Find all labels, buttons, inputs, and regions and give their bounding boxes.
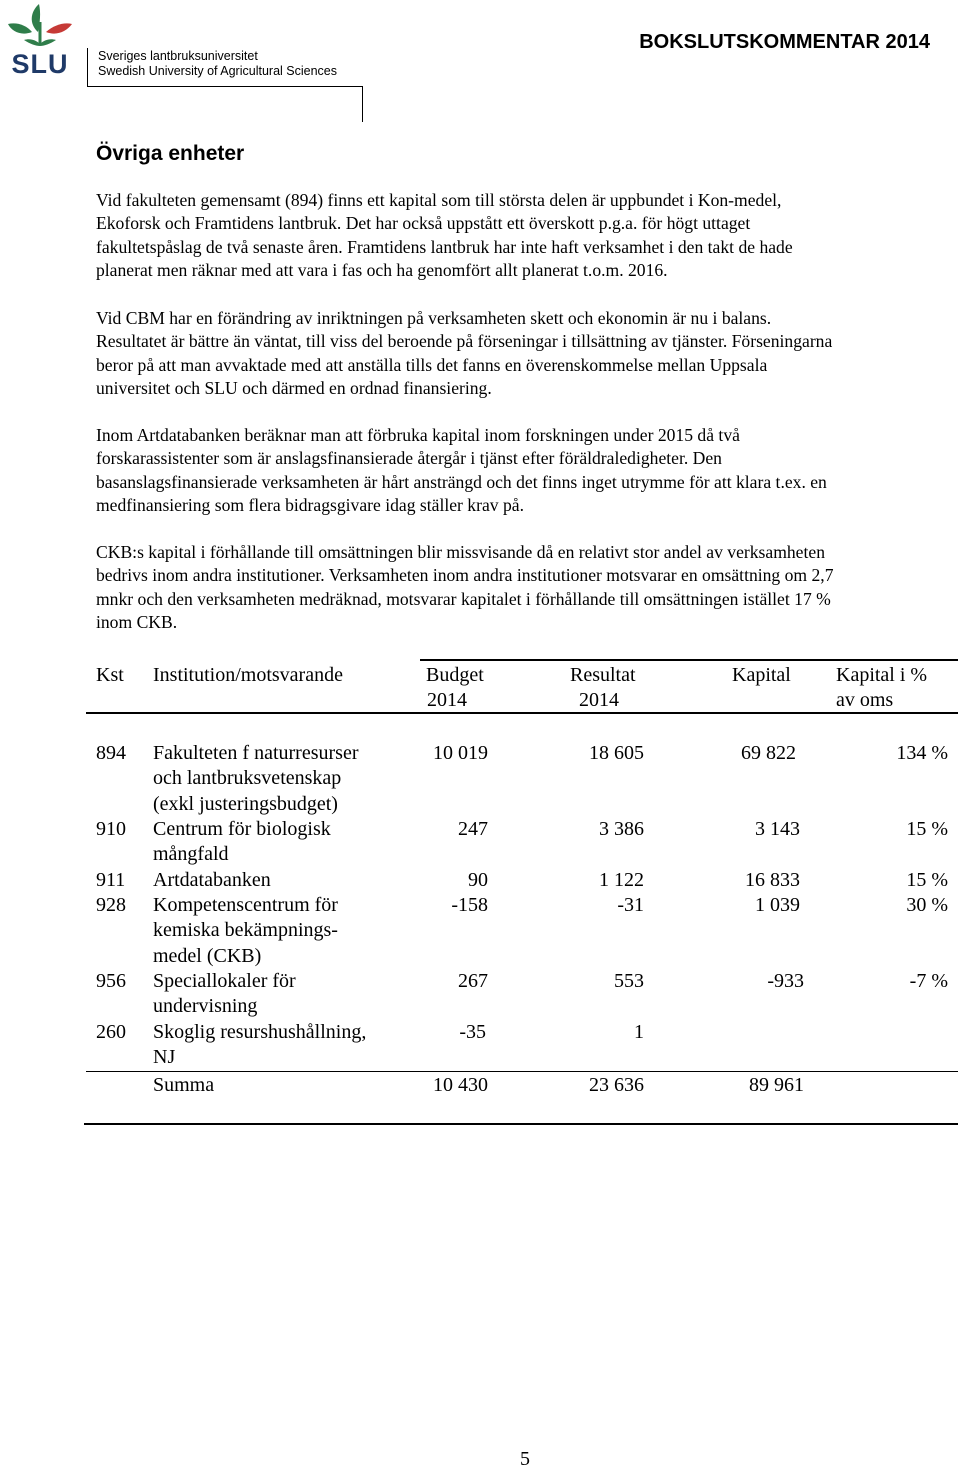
paragraph-line: fakultetspåslag de två senaste åren. Framtidens lantbruk har inte haft verksamhet i den takt de hade <box>96 236 793 257</box>
paragraph-line: Vid fakulteten gemensamt (894) finns ett kapital som till största delen är uppbundet i Kon-medel, <box>96 190 782 210</box>
row-928-pct: 30 % <box>906 894 948 916</box>
paragraph-line: inom CKB. <box>96 612 178 633</box>
col-header-budget: Budget <box>426 664 484 686</box>
row-894-name <box>153 741 358 817</box>
row-894-resultat: 18 605 <box>589 742 644 764</box>
row-956-kst: 956 <box>96 970 126 992</box>
row-911-name <box>153 868 271 893</box>
row-928-name <box>153 893 338 969</box>
university-name-sv: Sveriges lantbruksuniversitet <box>98 49 258 63</box>
row-894-kapital: 69 822 <box>741 742 796 764</box>
row-911-kapital: 16 833 <box>745 869 800 891</box>
col-header-resultat: Resultat <box>570 664 636 686</box>
row-894-pct: 134 % <box>896 742 948 764</box>
name-line: Artdatabanken <box>153 869 271 891</box>
row-928-kst: 928 <box>96 894 126 916</box>
col-header-kapital-pct: Kapital i % <box>836 664 928 686</box>
paragraph-line: medfinansiering som flera bidragsgivare idag ställer krav på. <box>96 495 524 516</box>
col-header-kapital: Kapital <box>732 664 791 686</box>
paragraph-line: CKB:s kapital i förhållande till omsättningen blir missvisande då en relativt stor andel av verksamheten <box>96 542 825 562</box>
name-line: medel (CKB) <box>153 944 262 967</box>
row-910-kapital: 3 143 <box>755 818 800 840</box>
logo-text: SLU <box>11 49 69 76</box>
row-911-pct: 15 % <box>906 869 948 891</box>
row-956-budget: 267 <box>458 970 488 992</box>
row-910-kst: 910 <box>96 818 126 840</box>
name-line: NJ <box>153 1046 176 1069</box>
row-910-name <box>153 817 331 868</box>
summary-budget: 10 430 <box>433 1074 488 1096</box>
name-line: Centrum för biologisk <box>153 818 331 840</box>
summary-label: Summa <box>153 1074 215 1096</box>
name-line: Skoglig resurshushållning, <box>153 1021 367 1043</box>
row-894-budget: 10 019 <box>433 742 488 764</box>
row-956-name <box>153 969 296 1020</box>
row-956-pct: -7 % <box>909 970 948 992</box>
row-260-name <box>153 1020 366 1071</box>
paragraph-line: mnkr och den verksamheten medräknad, motsvarar kapitalet i förhållande till omsättningen istället 17 % <box>96 588 831 609</box>
summary-resultat: 23 636 <box>589 1074 644 1096</box>
row-260-resultat: 1 <box>634 1021 644 1043</box>
row-911-resultat: 1 122 <box>599 869 644 891</box>
name-line: Fakulteten f naturresurser <box>153 742 359 764</box>
row-911-kst: 911 <box>96 869 126 891</box>
row-260-budget: -35 <box>459 1021 486 1043</box>
summary-kapital: 89 961 <box>749 1074 804 1096</box>
row-928-budget: -158 <box>451 894 488 916</box>
paragraph-line: planerat men räknar med att vara i fas och ha genomfört allt planerat t.o.m. 2016. <box>96 260 668 281</box>
paragraph-line: Vid CBM har en förändring av inriktningen på verksamheten skett och ekonomin är nu i balans. <box>96 308 772 328</box>
row-956-resultat: 553 <box>614 970 644 992</box>
row-910-budget: 247 <box>458 818 488 840</box>
name-line: Kompetenscentrum för <box>153 894 338 916</box>
name-line: (exkl justeringsbudget) <box>153 792 338 815</box>
col-header-kapital-pct-basis: av oms <box>836 689 894 711</box>
col-header-resultat-year: 2014 <box>579 689 619 711</box>
name-line: undervisning <box>153 995 258 1018</box>
name-line: Speciallokaler för <box>153 970 296 992</box>
paragraph-line: basanslagsfinansierade verksamheten är hårt ansträngd och det finns inget utrymme för att klara t.ex. en <box>96 471 827 492</box>
name-line: kemiska bekämpnings- <box>153 919 338 942</box>
table-bottom-rule <box>84 1123 958 1125</box>
row-910-resultat: 3 386 <box>599 818 644 840</box>
table-header-rule <box>86 712 958 714</box>
row-928-resultat: -31 <box>617 894 644 916</box>
row-910-pct: 15 % <box>906 818 948 840</box>
university-name-en: Swedish University of Agricultural Sciences <box>98 64 337 78</box>
paragraph-line: universitet och SLU och därmed en ordnad finansiering. <box>96 378 492 399</box>
paragraph-line: beror på att man avvaktade med att anställa tills det fanns en överenskommelse mellan Uppsala <box>96 354 768 375</box>
document-title: BOKSLUTSKOMMENTAR 2014 <box>639 31 930 53</box>
paragraph-line: Resultatet är bättre än väntat, till viss del beroende på förseningar i tillsättning av tjänster. Förseningarna <box>96 331 833 352</box>
paragraph-line: bedrivs inom andra institutioner. Verksamheten inom andra institutioner motsvarar en omsättning om 2,7 <box>96 565 834 586</box>
col-header-institution: Institution/motsvarande <box>153 664 343 686</box>
table-sum-rule <box>86 1071 958 1072</box>
row-928-kapital: 1 039 <box>755 894 800 916</box>
paragraph-line: Ekoforsk och Framtidens lantbruk. Det har också uppstått ett överskott p.g.a. för högt uttaget <box>96 213 751 234</box>
page-number: 5 <box>520 1448 530 1470</box>
section-heading: Övriga enheter <box>96 142 245 165</box>
col-header-kst: Kst <box>96 664 124 686</box>
paragraph-line: Inom Artdatabanken beräknar man att förbruka kapital inom forskningen under 2015 då två <box>96 425 740 445</box>
table-top-rule <box>420 659 958 661</box>
paragraph-line: forskarassistenter som är anslagsfinansierade återgår i tjänst efter föräldraledigheter. Den <box>96 448 722 469</box>
col-header-budget-year: 2014 <box>427 689 467 711</box>
row-956-kapital: -933 <box>767 970 804 992</box>
row-260-kst: 260 <box>96 1021 126 1043</box>
name-line: och lantbruksvetenskap <box>153 767 342 790</box>
name-line: mångfald <box>153 843 229 866</box>
row-911-budget: 90 <box>468 869 488 891</box>
row-894-kst: 894 <box>96 742 126 764</box>
